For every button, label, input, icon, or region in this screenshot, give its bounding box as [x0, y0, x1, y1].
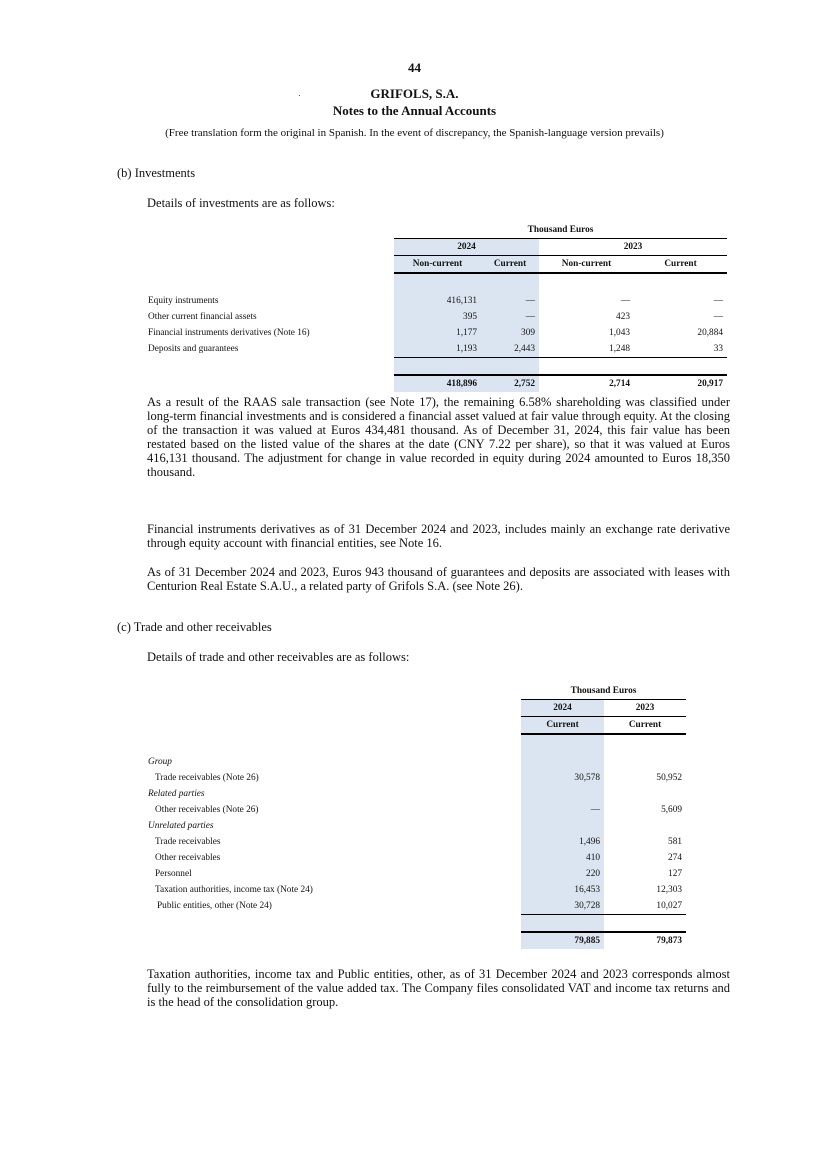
- inv-year-2024: 2024: [394, 239, 539, 256]
- row-label: Other receivables (Note 26): [155, 805, 259, 815]
- total-value: 79,885: [521, 932, 604, 949]
- cell-value: —: [713, 296, 723, 306]
- cell-value: 1,043: [609, 328, 630, 338]
- row-label: Other receivables: [155, 853, 221, 863]
- cell-value: —: [481, 293, 539, 309]
- document-subtitle: Notes to the Annual Accounts: [332, 103, 497, 118]
- investments-table: [148, 222, 727, 392]
- cell-value: 12,303: [656, 885, 682, 895]
- row-label: Trade receivables (Note 26): [155, 773, 259, 783]
- table-row: [148, 866, 686, 882]
- cell-value: 309: [481, 325, 539, 341]
- total-value: 20,917: [634, 375, 727, 392]
- total-value: 418,896: [394, 375, 481, 392]
- table-row: [148, 898, 686, 915]
- rec-unit-header: Thousand Euros: [521, 683, 686, 700]
- cell-value: 50,952: [656, 773, 682, 783]
- total-row: [148, 932, 686, 949]
- investments-heading: (b) Investments: [117, 166, 196, 180]
- cell-value: —: [481, 309, 539, 325]
- cell-value: 416,131: [394, 293, 481, 309]
- rec-year-2024: 2024: [521, 700, 604, 717]
- receivables-table: [148, 683, 686, 949]
- row-label: Trade receivables: [155, 837, 221, 847]
- cell-value: —: [713, 312, 723, 322]
- row-label: Other current financial assets: [148, 312, 257, 322]
- total-value: 2,752: [481, 375, 539, 392]
- investments-paragraph-1: As a result of the RAAS sale transaction (see Note 17), the remaining 6.58% shareholding was classified under long-term financial investments and is considered a financial asset valued at fair value through equity. At the closing of the transaction it was valued at Euros 434,481 thousand. As of December 31, 2024, this fair value has been restated based on the listed value of the shares at the date (CNY 7.22 per share), so that it was valued at Euros 416,131 thousand. The adjustment for change in value recorded in equity during 2024 amounted to Euros 18,350 thousand.: [147, 395, 730, 479]
- table-row: [148, 293, 727, 309]
- table-row: [148, 802, 686, 818]
- cell-value: 1,248: [539, 341, 634, 358]
- row-label: Taxation authorities, income tax (Note 24): [155, 885, 313, 895]
- group-label: Group: [148, 757, 172, 767]
- translation-note: (Free translation form the original in Spanish. In the event of discrepancy, the Spanish-language version prevails): [165, 127, 664, 139]
- cell-value: 30,578: [521, 770, 604, 786]
- cell-value: 410: [521, 850, 604, 866]
- cell-value: 1,193: [394, 341, 481, 358]
- total-row: [148, 375, 727, 392]
- receivables-heading: (c) Trade and other receivables: [117, 620, 272, 634]
- receivables-paragraph-1: Taxation authorities, income tax and Public entities, other, as of 31 December 2024 and 2023 corresponds almost fully to the reimbursement of the value added tax. The Company files consolidated VAT and income tax returns and is the head of the consolidation group.: [147, 967, 730, 1009]
- row-label: Financial instruments derivatives (Note 16): [148, 328, 310, 338]
- cell-value: 220: [521, 866, 604, 882]
- related-parties-label: Related parties: [148, 789, 205, 799]
- receivables-intro: Details of trade and other receivables are as follows:: [147, 650, 410, 664]
- cell-value: 10,027: [604, 898, 686, 915]
- cell-value: 16,453: [521, 882, 604, 898]
- inv-col-noncurrent-2024: Non-current: [394, 256, 481, 274]
- inv-col-noncurrent-2023: Non-current: [539, 256, 634, 274]
- cell-value: 30,728: [521, 898, 604, 915]
- inv-year-2023: 2023: [539, 239, 727, 256]
- rec-year-2023: 2023: [604, 700, 686, 717]
- row-label: Deposits and guarantees: [148, 344, 239, 355]
- cell-value: 1,496: [521, 834, 604, 850]
- cell-value: 5,609: [661, 805, 682, 815]
- cell-value: 1,177: [394, 325, 481, 341]
- table-row: [148, 325, 727, 341]
- cell-value: —: [620, 296, 630, 306]
- cell-value: 423: [616, 312, 630, 322]
- unrelated-parties-label: Unrelated parties: [148, 821, 214, 831]
- company-name: GRIFOLS, S.A.: [370, 86, 459, 101]
- table-row: [148, 834, 686, 850]
- inv-col-current-2024: Current: [481, 256, 539, 274]
- cell-value: 33: [634, 341, 727, 358]
- cell-value: 581: [668, 837, 682, 847]
- row-label: Equity instruments: [148, 296, 219, 306]
- table-row: [148, 770, 686, 786]
- cell-value: 395: [394, 309, 481, 325]
- rec-col-current-2023: Current: [604, 717, 686, 735]
- rec-col-current-2024: Current: [521, 717, 604, 735]
- table-row: [148, 850, 686, 866]
- page-number: 44: [408, 60, 421, 75]
- cell-value: 2,443: [481, 341, 539, 358]
- row-label: Personnel: [155, 869, 192, 879]
- inv-col-current-2023: Current: [634, 256, 727, 274]
- total-value: 2,714: [539, 375, 634, 392]
- table-row: [148, 309, 727, 325]
- cell-value: 127: [668, 869, 682, 879]
- cell-value: 20,884: [697, 328, 723, 338]
- cell-value: 274: [668, 853, 682, 863]
- table-row: [148, 341, 727, 358]
- cell-value: —: [521, 802, 604, 818]
- investments-intro: Details of investments are as follows:: [147, 196, 335, 210]
- row-label: Public entities, other (Note 24): [157, 901, 272, 912]
- investments-paragraph-2: Financial instruments derivatives as of 31 December 2024 and 2023, includes mainly an exchange rate derivative through equity account with financial entities, see Note 16.: [147, 522, 730, 550]
- inv-unit-header: Thousand Euros: [394, 222, 727, 239]
- investments-paragraph-3: As of 31 December 2024 and 2023, Euros 943 thousand of guarantees and deposits are associated with leases with Centurion Real Estate S.A.U., a related party of Grifols S.A. (see Note 26).: [147, 565, 730, 593]
- total-value: 79,873: [604, 932, 686, 949]
- table-row: [148, 882, 686, 898]
